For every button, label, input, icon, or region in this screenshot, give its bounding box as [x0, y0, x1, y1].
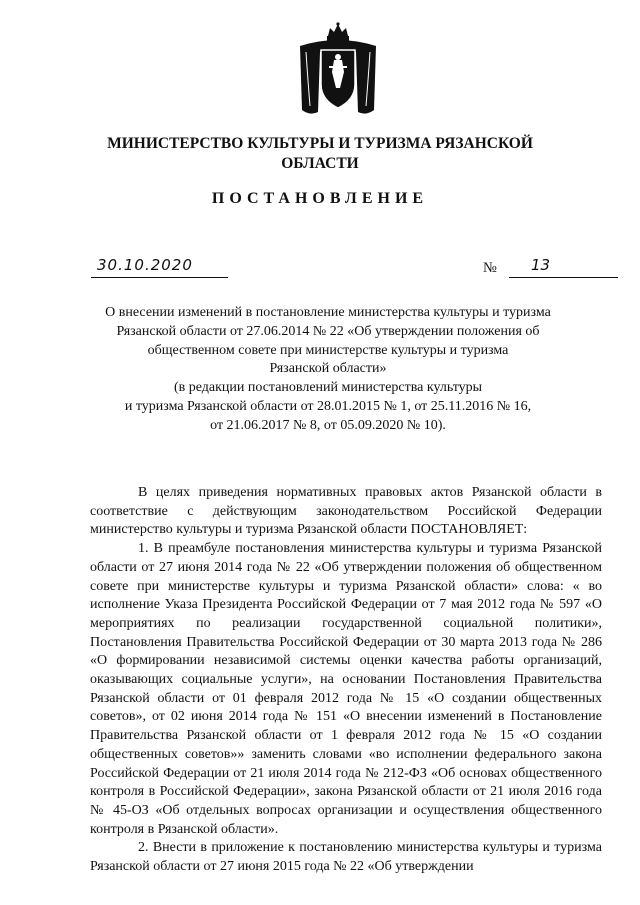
- number-label: №: [483, 260, 497, 276]
- document-date: 30.10.2020: [97, 256, 193, 274]
- subject-line: и туризма Рязанской области от 28.01.2015 № 1, от 25.11.2016 № 16,: [124, 398, 532, 414]
- document-type-title: ПОСТАНОВЛЕНИЕ: [211, 190, 429, 207]
- subject-line: (в редакции постановлений министерства культуры: [173, 380, 483, 396]
- ministry-name: [60, 134, 580, 174]
- intro-paragraph: В целях приведения нормативных правовых актов Рязанской области в соответствие с действующим законодательством Российской Федерации министерство культуры и туризма Рязанской области ПОСТАНОВЛЯЕТ:: [90, 485, 602, 538]
- date-field: [91, 256, 228, 278]
- subject-line: от 21.06.2017 № 8, от 05.09.2020 № 10).: [210, 417, 446, 433]
- coat-of-arms-icon: [296, 22, 380, 118]
- subject-line: Рязанской области»: [269, 361, 387, 377]
- item-1-paragraph: 1. В преамбуле постановления министерства культуры и туризма Рязанской области от 27 июня 2014 года № 22 «Об утверждении положения об общественном совете при министерстве культуры и туризма Рязанской области» слова: « во исполнение Указа Президента Российской Федерации от 7 мая 2012 года № 597 «О мероприятиях по реализации государственной социальной политики», Постановления Правительства Российской Федерации от 30 марта 2013 года № 286 «О формировании независимой системы оценки качества работы организаций, оказывающих социальные услуги», на основании Постановления Правительства Рязанской области от 01 февраля 2012 года № 15 «О создании общественных советов», от 02 июня 2014 года № 151 «О внесении изменений в Постановление Правительства Рязанской области от 1 февраля 2012 года № 15 «О создании общественных советов»» заменить словами «во исполнении федерального закона Российской Федерации от 21 июля 2014 года № 212-ФЗ «Об основах общественного контроля в Российской Федерации», закона Рязанской области от 21 июля 2016 года № 45-ОЗ «Об отдельных вопросах организации и осуществления общественного контроля в Рязанской области».: [90, 541, 602, 837]
- ministry-name-line1: МИНИСТЕРСТВО КУЛЬТУРЫ И ТУРИЗМА РЯЗАНСКОЙ: [107, 135, 533, 152]
- document-body: [90, 484, 602, 877]
- number-field: [509, 256, 618, 278]
- subject-line: О внесении изменений в постановление министерства культуры и туризма: [105, 305, 551, 320]
- ministry-name-line2: ОБЛАСТИ: [281, 155, 359, 172]
- item-2-paragraph: 2. Внести в приложение к постановлению министерства культуры и туризма Рязанской области от 27 июня 2015 года № 22 «Об утверждении: [90, 840, 602, 875]
- document-subject: [88, 304, 568, 436]
- subject-line: Рязанской области от 27.06.2014 № 22 «Об утверждении положения об: [116, 323, 540, 339]
- document-number: 13: [531, 256, 551, 274]
- subject-line: общественном совете при министерстве культуры и туризма: [147, 342, 509, 358]
